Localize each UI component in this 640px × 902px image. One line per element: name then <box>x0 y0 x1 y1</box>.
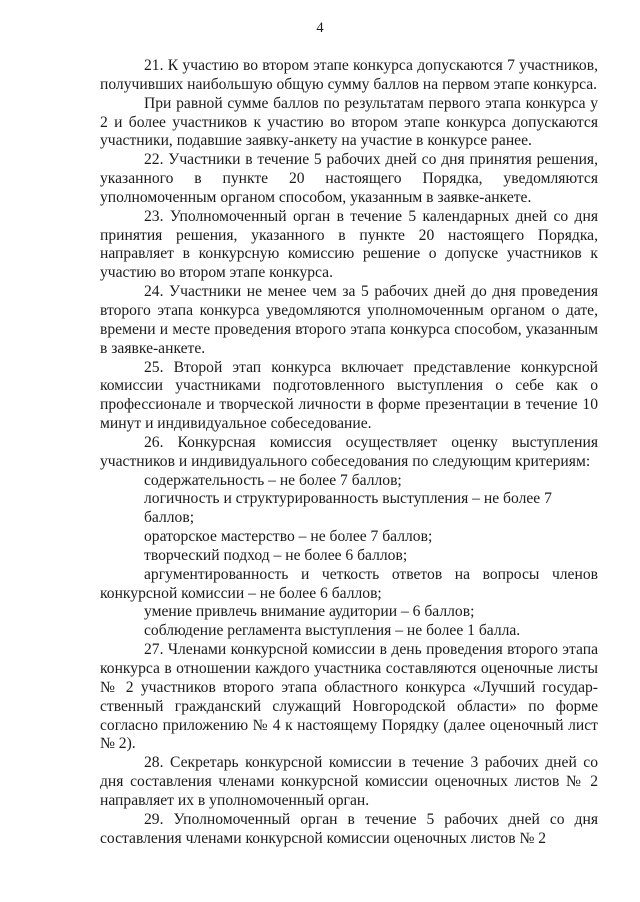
paragraph-26: 26. Конкурсная комиссия осуществляет оценку выступления участников и индивидуального собеседования по следующим критериям: <box>100 433 598 470</box>
paragraph-27: 27. Членами конкурсной комиссии в день проведения второго этапа конкурса в отношении каждого участника составляются оценочные листы № 2 участников второго этапа областного конкурса «Лучший государ-ственный гражданский служащий Новгородской области» по форме согласно приложению № 4 к настоящему Порядку (далее оценочный лист № 2). <box>100 641 598 753</box>
paragraph-24: 24. Участники не менее чем за 5 рабочих дней до дня проведения второго этапа конкурса уведомляются уполномоченным органом о дате, времени и месте проведения второго этапа конкурса способом, указанным в заявке-анкете. <box>100 283 598 357</box>
paragraph-25: 25. Второй этап конкурса включает представление конкурсной комиссии участниками подготовленного выступления о себе как о профессионале и творческой личности в форме презентации в течение 10 минут и индивидуальное собеседование. <box>100 358 598 433</box>
criteria-item: содержательность – не более 7 баллов; <box>144 471 402 489</box>
paragraph-21: 21. К участию во втором этапе конкурса допускаются 7 участников, получивших наибольшую общую сумму баллов на первом этапе конкурса. <box>100 57 598 93</box>
criteria-item: логичность и структурированность выступления – не более 7 баллов; <box>144 490 552 527</box>
criteria-item: аргументированность и четкость ответов на вопросы членов конкурсной комиссии – не более 6 баллов; <box>100 565 598 602</box>
criteria-item: соблюдение регламента выступления – не более 1 балла. <box>144 622 521 640</box>
paragraph-28: 28. Секретарь конкурсной комиссии в течение 3 рабочих дней со дня составления членами конкурсной комиссии оценочных листов № 2 направляет их в уполномоченный орган. <box>100 754 598 809</box>
paragraph-22: 22. Участники в течение 5 рабочих дней со дня принятия решения, указанного в пункте 20 настоящего Порядка, уведомляются уполномоченным органом способом, указанным в заявке-анкете. <box>100 151 598 206</box>
paragraph-21-tiebreak: При равной сумме баллов по результатам первого этапа конкурса у 2 и более участников к участию во втором этапе конкурса допускаются участники, подавшие заявку-анкету на участие в конкурсе ранее. <box>100 94 598 150</box>
paragraph-23: 23. Уполномоченный орган в течение 5 календарных дней со дня принятия решения, указанного в пункте 20 настоящего Порядка, направляет в конкурсную комиссию решение о допуске участников к участию во втором этапе конкурса. <box>100 207 598 282</box>
criteria-item: умение привлечь внимание аудитории – 6 баллов; <box>144 603 475 621</box>
page-number: 4 <box>316 20 324 36</box>
paragraph-29: 29. Уполномоченный орган в течение 5 рабочих дней со дня составления членами конкурсной комиссии оценочных листов № 2 <box>100 810 598 847</box>
criteria-list <box>100 472 598 642</box>
criteria-item: ораторское мастерство – не более 7 баллов; <box>144 528 433 546</box>
document-body <box>100 57 598 848</box>
criteria-item: творческий подход – не более 6 баллов; <box>144 546 408 564</box>
